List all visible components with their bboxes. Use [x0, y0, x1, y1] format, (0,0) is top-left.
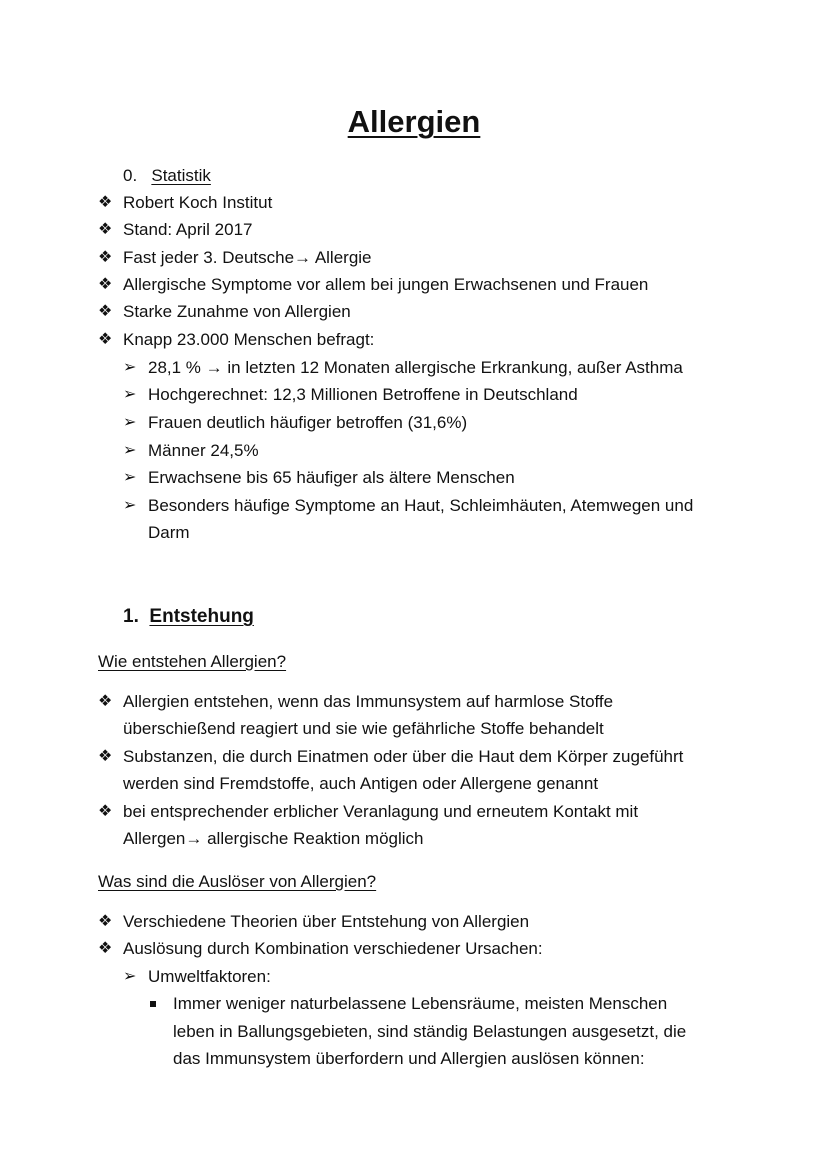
diamond-bullet-icon: ❖ — [98, 803, 113, 820]
diamond-bullet-icon: ❖ — [98, 913, 113, 930]
arrow-bullet-icon: ➢ — [123, 414, 137, 431]
list-item-continuation: überschießend reagiert und sie wie gefährliche Stoffe behandelt — [123, 719, 604, 738]
arrow-bullet-icon: ➢ — [123, 386, 137, 403]
arrow-bullet-icon: ➢ — [123, 359, 137, 376]
sub-list-item: Erwachsene bis 65 häufiger als ältere Menschen — [148, 468, 515, 487]
sub-list-item: Hochgerechnet: 12,3 Millionen Betroffene in Deutschland — [148, 385, 578, 404]
list-item: Stand: April 2017 — [123, 220, 253, 239]
list-item: Verschiedene Theorien über Entstehung von Allergien — [123, 912, 530, 931]
list-item: Starke Zunahme von Allergien — [123, 302, 351, 321]
arrow-bullet-icon: ➢ — [123, 442, 137, 459]
diamond-bullet-icon: ❖ — [98, 331, 113, 348]
sub-list-item: 28,1 % → in letzten 12 Monaten allergische Erkrankung, außer Asthma — [148, 358, 683, 377]
sub-list-item-continuation: Darm — [148, 523, 190, 542]
question-heading: Wie entstehen Allergien? — [98, 652, 287, 671]
diamond-bullet-icon: ❖ — [98, 249, 113, 266]
diamond-bullet-icon: ❖ — [98, 221, 113, 238]
diamond-bullet-icon: ❖ — [98, 693, 113, 710]
diamond-bullet-icon: ❖ — [98, 194, 113, 211]
diamond-bullet-icon: ❖ — [98, 940, 113, 957]
section-0-heading: 0. Statistik — [123, 166, 211, 185]
diamond-bullet-icon: ❖ — [98, 748, 113, 765]
list-item: Allergien entstehen, wenn das Immunsystem auf harmlose Stoffe — [123, 692, 614, 711]
sub-list-item: Männer 24,5% — [148, 441, 259, 460]
diamond-bullet-icon: ❖ — [98, 276, 113, 293]
detail-item-continuation: leben in Ballungsgebieten, sind ständig Belastungen ausgesetzt, die — [173, 1022, 687, 1041]
section-1-heading: 1. Entstehung — [123, 606, 254, 627]
arrow-bullet-icon: ➢ — [123, 497, 137, 514]
arrow-bullet-icon: ➢ — [123, 469, 137, 486]
detail-item: Immer weniger naturbelassene Lebensräume, meisten Menschen — [173, 994, 668, 1013]
list-item: bei entsprechender erblicher Veranlagung und erneutem Kontakt mit — [123, 802, 639, 821]
list-item-continuation: werden sind Fremdstoffe, auch Antigen oder Allergene genannt — [123, 774, 599, 793]
list-item: Auslösung durch Kombination verschiedener Ursachen: — [123, 939, 543, 958]
list-item-continuation: Allergen→ allergische Reaktion möglich — [123, 829, 424, 848]
question-heading: Was sind die Auslöser von Allergien? — [98, 872, 377, 891]
sub-list-item: Besonders häufige Symptome an Haut, Schleimhäuten, Atemwegen und — [148, 496, 694, 515]
arrow-bullet-icon: ➢ — [123, 968, 137, 985]
page-title: Allergien — [347, 104, 481, 139]
sub-list-item: Umweltfaktoren: — [148, 967, 271, 986]
diamond-bullet-icon: ❖ — [98, 303, 113, 320]
list-item: Robert Koch Institut — [123, 193, 273, 212]
list-item: Allergische Symptome vor allem bei jungen Erwachsenen und Frauen — [123, 275, 649, 294]
sub-list-item: Frauen deutlich häufiger betroffen (31,6%) — [148, 413, 468, 432]
list-item: Knapp 23.000 Menschen befragt: — [123, 330, 375, 349]
list-item: Fast jeder 3. Deutsche→ Allergie — [123, 248, 372, 267]
square-bullet-icon — [150, 990, 172, 1017]
detail-item-continuation: das Immunsystem überfordern und Allergien auslösen können: — [173, 1049, 645, 1068]
list-item: Substanzen, die durch Einatmen oder über die Haut dem Körper zugeführt — [123, 747, 684, 766]
